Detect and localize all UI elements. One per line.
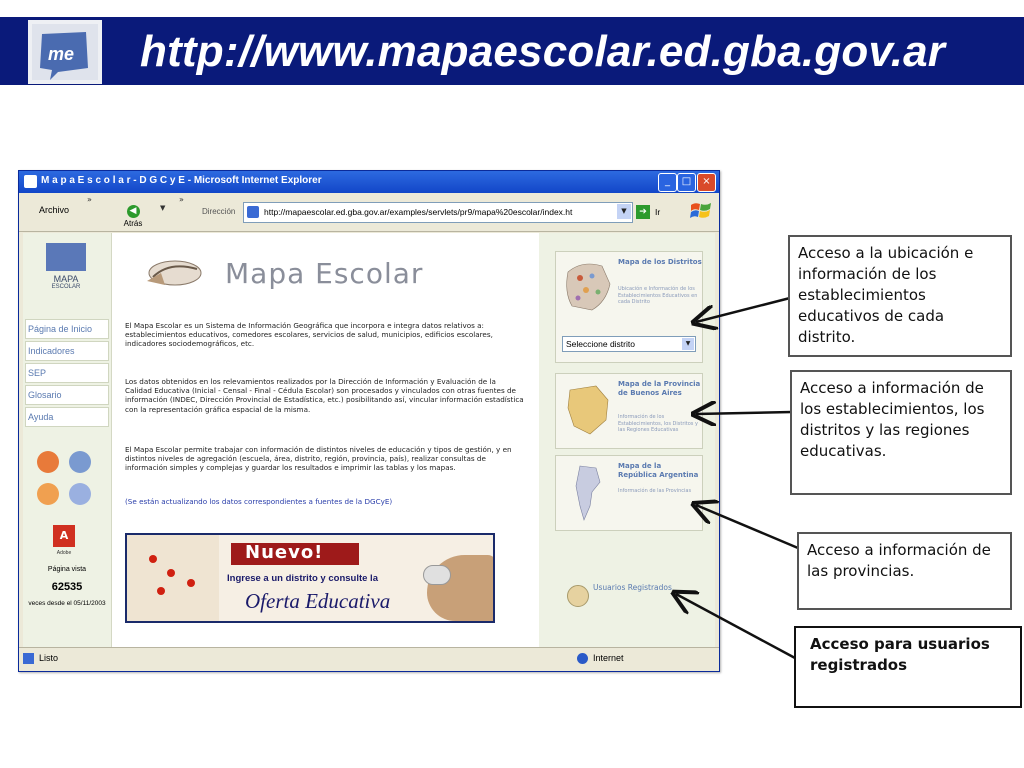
right-panel (539, 233, 715, 647)
ie-icon (24, 175, 37, 188)
banner-offer: Oferta Educativa (245, 589, 391, 613)
callout-text: Acceso a información de los establecimientos, los distritos y las regiones educativas. (800, 379, 985, 460)
card-title[interactable]: Mapa de la República Argentina (618, 462, 699, 479)
callout-usuarios (794, 626, 1022, 708)
card-title[interactable]: Mapa de la Provincia de Buenos Aires (618, 380, 701, 397)
nav-logo-line2: ESCOLAR (51, 284, 81, 290)
minimize-button[interactable]: _ (658, 173, 677, 192)
card-description: Información de los Establecimientos, los Distritos y las Regiones Educativas (618, 414, 698, 433)
card-mapa-republica[interactable] (555, 455, 703, 531)
callout-provincia (790, 370, 1012, 495)
banner-subtitle: Ingrese a un distrito y consulte la (227, 573, 378, 584)
menu-archivo[interactable]: Archivo (39, 205, 70, 215)
card-description: Ubicación e Información de los Establecimientos Educativos en cada Distrito (618, 286, 698, 305)
data-paragraph: Los datos obtenidos en los relevamientos realizados por la Dirección de Información y Evaluación de la Calidad Educativa (Inicial - Censal - Final - Cédula Escolar) son procesados y vinculados con otras fuentes de información (INDEC, Dirección Provincial de Estadística, etc.) posibilitando así, vincular información estadística con la representación gráfica espacial de la misma. (125, 377, 524, 414)
visits-count: 62535 (51, 581, 83, 593)
windows-flag-icon (689, 199, 713, 223)
mapa-escolar-hand-logo-icon (139, 251, 209, 293)
shortcut-icon[interactable] (69, 451, 91, 473)
update-notice: (Se están actualizando los datos correspondientes a fuentes de la DGCyE) (125, 497, 393, 506)
browser-titlebar (19, 171, 719, 193)
slide-url-title: http://www.mapaescolar.ed.gba.gov.ar (140, 27, 946, 76)
registered-users-icon[interactable] (567, 585, 589, 607)
adobe-label: Adobe (56, 550, 72, 556)
callout-distritos (788, 235, 1012, 357)
mme-logo-icon (28, 20, 102, 84)
callout-text: Acceso a información de las provincias. (807, 541, 991, 580)
maximize-button[interactable]: □ (677, 173, 696, 192)
status-text: Listo (39, 653, 59, 663)
map-marker-icon (167, 569, 175, 577)
districts-map-icon (562, 258, 614, 318)
map-marker-icon (187, 579, 195, 587)
sidebar-item-indicadores[interactable]: Indicadores (25, 341, 109, 361)
browser-window (18, 170, 720, 672)
page-content (23, 233, 715, 647)
card-title[interactable]: Mapa de los Distritos (618, 258, 702, 266)
visits-since: veces desde el 05/11/2003 (28, 600, 106, 607)
page-title: Mapa Escolar (225, 257, 424, 290)
map-marker-icon (157, 587, 165, 595)
district-select-value: Seleccione distrito (566, 339, 635, 349)
registered-users-link[interactable]: Usuarios Registrados (593, 583, 672, 592)
mouse-icon (423, 565, 451, 585)
close-button[interactable]: × (697, 173, 716, 192)
sidebar-item-sep[interactable]: SEP (25, 363, 109, 383)
card-mapa-distritos[interactable] (555, 251, 703, 363)
features-paragraph: El Mapa Escolar permite trabajar con información de distintos niveles de educación y tipos de gestión, y en distintos niveles de agregación (escuela, área, distrito, región, provincia, país), realizar consultas de información simples y complejas y guardar los resultados e imprimir las tablas y los mapas. (125, 445, 512, 473)
banner-map-image (127, 535, 219, 621)
intro-paragraph: El Mapa Escolar es un Sistema de Información Geográfica que incorpora e integra datos relativos a: establecimientos educativos, comedores escolares, servicios de salud, municipios, edificios escolares, indicadores sociodemográficos, etc. (125, 321, 493, 349)
card-description: Información de las Provincias (618, 488, 692, 494)
sidebar-item-inicio[interactable]: Página de Inicio (25, 319, 109, 339)
chevron-right-icon[interactable]: » (179, 195, 184, 204)
address-label: Dirección (202, 207, 236, 216)
back-arrow-icon: ◀ (127, 205, 140, 218)
callout-text: Acceso a la ubicación e información de los establecimientos educativos de cada distrito. (798, 244, 974, 346)
status-bar (19, 647, 719, 672)
go-button[interactable]: Ir (655, 207, 661, 217)
map-marker-icon (149, 555, 157, 563)
adobe-icon[interactable]: A (53, 525, 75, 547)
browser-window-title: M a p a E s c o l a r - D G C y E - Microsoft Internet Explorer (41, 175, 322, 186)
province-map-icon (562, 380, 614, 440)
address-bar[interactable] (243, 202, 633, 223)
main-content (115, 233, 535, 647)
back-dropdown-icon[interactable]: ▼ (160, 204, 166, 212)
mapa-escolar-logo (43, 243, 89, 301)
address-dropdown-icon[interactable]: ▼ (617, 204, 631, 219)
chevron-down-icon[interactable]: ▼ (682, 338, 694, 350)
sidebar-item-glosario[interactable]: Glosario (25, 385, 109, 405)
address-url[interactable]: http://mapaescolar.ed.gba.gov.ar/examples/servlets/pr9/mapa%20escolar/index.ht (264, 207, 573, 217)
status-zone: Internet (593, 653, 624, 663)
nav-logo-line1: MAPA (53, 274, 79, 284)
oferta-educativa-banner[interactable] (125, 533, 495, 623)
go-arrow-icon[interactable]: ➔ (636, 205, 650, 219)
sidebar-item-ayuda[interactable]: Ayuda (25, 407, 109, 427)
district-select[interactable] (562, 336, 696, 352)
card-mapa-provincia[interactable] (555, 373, 703, 449)
internet-zone-icon (577, 653, 588, 664)
mail-icon[interactable] (69, 483, 91, 505)
banner-badge: Nuevo! (245, 542, 324, 563)
shortcut-icon[interactable] (37, 451, 59, 473)
left-sidebar (23, 233, 112, 647)
page-icon (23, 653, 34, 664)
back-label: Atrás (123, 219, 143, 228)
shortcut-icon[interactable] (37, 483, 59, 505)
callout-text: Acceso para usuarios registrados (810, 635, 990, 674)
mme-logo-icon (46, 243, 86, 271)
callout-republica (797, 532, 1012, 610)
visits-label: Página vista (47, 566, 87, 573)
chevron-right-icon[interactable]: » (87, 195, 92, 204)
page-icon (247, 206, 259, 218)
browser-toolbar (19, 193, 719, 232)
svg-text:me: me (48, 44, 75, 64)
argentina-map-icon (562, 462, 614, 522)
back-button[interactable] (119, 198, 147, 228)
